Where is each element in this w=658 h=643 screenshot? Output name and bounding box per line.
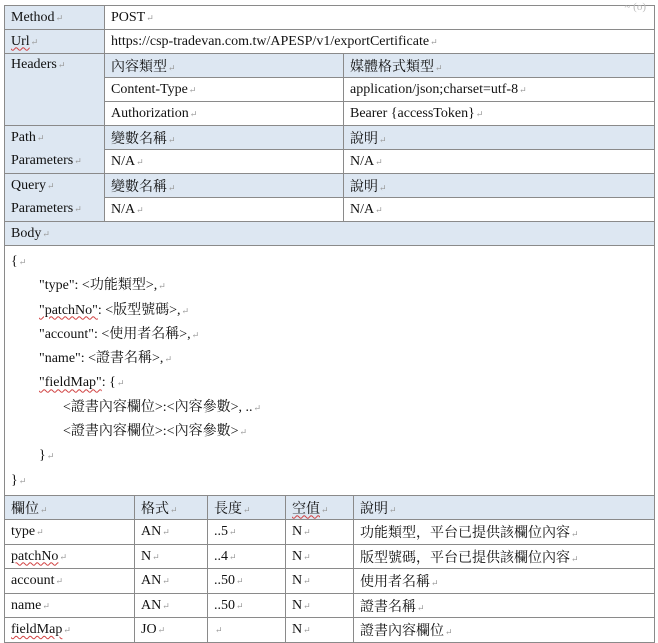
field-format: JO↵ <box>135 618 208 643</box>
field-length: ..50↵ <box>208 569 286 594</box>
method-value-cell: POST↵ <box>105 6 655 30</box>
field-description: 功能類型，平台已提供該欄位內容↵ <box>354 520 655 545</box>
query-label-cell-top: Query↵ <box>5 174 105 198</box>
headers-col2-header: 媒體格式類型↵ <box>344 54 655 78</box>
api-spec-document <box>4 1 654 643</box>
fields-table <box>4 496 655 643</box>
url-value-cell: https://csp-tradevan.com.tw/APESP/v1/exportCertificate↵ <box>105 30 655 54</box>
field-description: 使用者名稱↵ <box>354 569 655 594</box>
table-row <box>5 520 655 545</box>
col-header-nullable: 空值↵ <box>286 496 354 520</box>
field-description: 證書名稱↵ <box>354 593 655 618</box>
query-col1-header: 變數名稱↵ <box>105 174 344 198</box>
field-name: patchNo↵ <box>5 544 135 569</box>
body-label-cell: Body↵ <box>5 222 655 246</box>
code-line-patchno: "patchNo": <版型號碼>,↵ <box>39 302 190 318</box>
body-code-row <box>5 246 655 496</box>
field-name: fieldMap↵ <box>5 618 135 643</box>
query-label-cell-bottom: Parameters↵ <box>5 198 105 222</box>
field-nullable: N↵ <box>286 520 354 545</box>
col-header-description: 說明↵ <box>354 496 655 520</box>
field-name: name↵ <box>5 593 135 618</box>
path-col1-header: 變數名稱↵ <box>105 126 344 150</box>
code-inner-close-brace: }↵ <box>39 448 55 464</box>
path-label-cell-bottom: Parameters↵ <box>5 150 105 174</box>
table-row <box>5 618 655 643</box>
url-row <box>5 30 655 54</box>
col-header-format: 格式↵ <box>135 496 208 520</box>
field-description: 版型號碼，平台已提供該欄位內容↵ <box>354 544 655 569</box>
field-format: N↵ <box>135 544 208 569</box>
code-line-map-entry-2: <證書內容欄位>:<內容參數>↵ <box>63 424 248 440</box>
field-nullable: N↵ <box>286 618 354 643</box>
path-col2-header: 說明↵ <box>344 126 655 150</box>
url-label-cell: Url↵ <box>5 30 105 54</box>
field-length: ..5↵ <box>208 520 286 545</box>
path-value-1: N/A↵ <box>105 150 344 174</box>
field-length: ..50↵ <box>208 593 286 618</box>
body-label-row <box>5 222 655 246</box>
method-label-cell: Method↵ <box>5 6 105 30</box>
query-value-1: N/A↵ <box>105 198 344 222</box>
query-params-header-row <box>5 174 655 198</box>
headers-col1-header: 內容類型↵ <box>105 54 344 78</box>
code-line-name: "name": <證書名稱>,↵ <box>39 351 172 367</box>
query-col2-header: 說明↵ <box>344 174 655 198</box>
method-row <box>5 6 655 30</box>
fields-header-row <box>5 496 655 520</box>
col-header-length: 長度↵ <box>208 496 286 520</box>
request-spec-table <box>4 5 655 496</box>
code-line-type: "type": <功能類型>,↵ <box>39 278 166 294</box>
path-params-value-row <box>5 150 655 174</box>
table-row <box>5 569 655 594</box>
header-name-content-type: Content-Type↵ <box>105 78 344 102</box>
field-name: type↵ <box>5 520 135 545</box>
field-nullable: N↵ <box>286 569 354 594</box>
field-name: account↵ <box>5 569 135 594</box>
header-name-authorization: Authorization↵ <box>105 102 344 126</box>
headers-row-1 <box>5 54 655 78</box>
faint-corner-mark: ~ (o) <box>624 1 646 13</box>
field-length: ..4↵ <box>208 544 286 569</box>
query-params-value-row <box>5 198 655 222</box>
code-line-map-entry-1: <證書內容欄位>:<內容參數>, ..↵ <box>63 399 262 415</box>
field-length: ↵ <box>208 618 286 643</box>
header-value-content-type: application/json;charset=utf-8↵ <box>344 78 655 102</box>
table-row <box>5 593 655 618</box>
field-format: AN↵ <box>135 569 208 594</box>
field-format: AN↵ <box>135 520 208 545</box>
header-value-authorization: Bearer {accessToken}↵ <box>344 102 655 126</box>
table-row <box>5 544 655 569</box>
query-value-2: N/A↵ <box>344 198 655 222</box>
col-header-field: 欄位↵ <box>5 496 135 520</box>
path-value-2: N/A↵ <box>344 150 655 174</box>
field-nullable: N↵ <box>286 593 354 618</box>
field-nullable: N↵ <box>286 544 354 569</box>
headers-label-cell: Headers↵ <box>5 54 105 126</box>
code-line-account: "account": <使用者名稱>,↵ <box>39 326 200 342</box>
field-format: AN↵ <box>135 593 208 618</box>
path-label-cell-top: Path↵ <box>5 126 105 150</box>
code-open-brace: {↵ <box>11 254 27 269</box>
code-line-fieldmap: "fieldMap": {↵ <box>39 375 125 391</box>
field-description: 證書內容欄位↵ <box>354 618 655 643</box>
path-params-header-row <box>5 126 655 150</box>
body-code-block <box>5 246 655 496</box>
code-close-brace: }↵ <box>11 472 27 488</box>
